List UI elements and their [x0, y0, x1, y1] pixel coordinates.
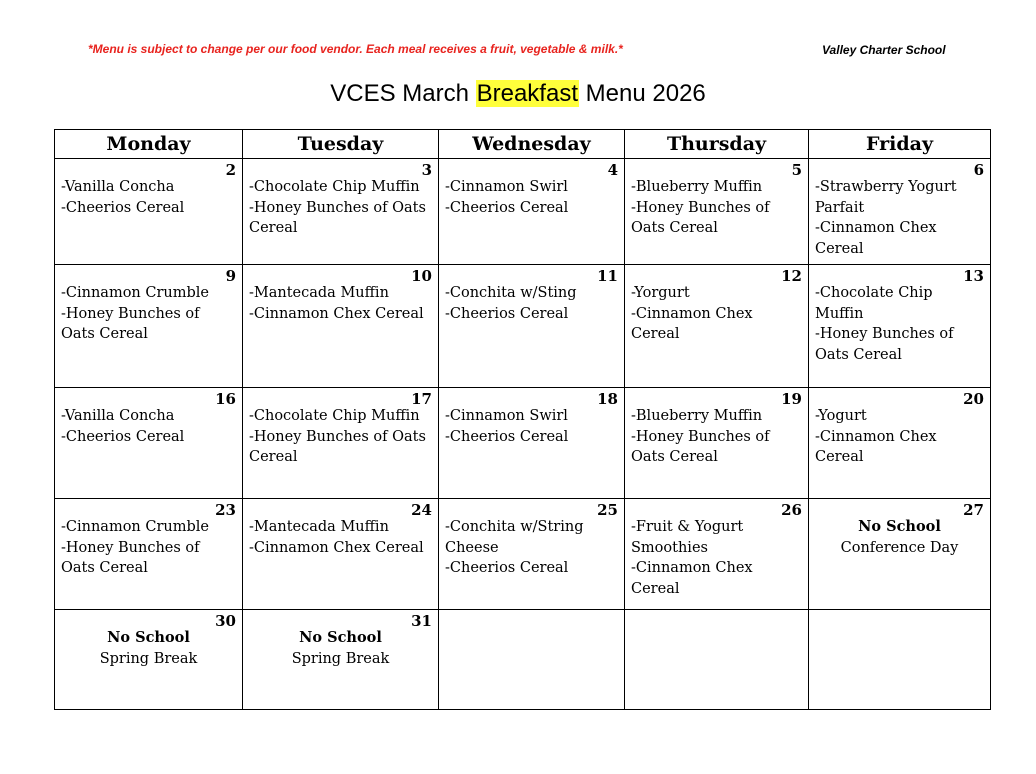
- menu-item: -Conchita w/Sting: [445, 285, 577, 301]
- day-cell: [809, 265, 991, 388]
- menu-item: -Strawberry Yogurt Parfait: [815, 179, 957, 216]
- day-cell: [439, 499, 625, 610]
- title-suffix: Menu 2026: [579, 80, 706, 107]
- no-school-reason: Conference Day: [840, 539, 959, 556]
- weekday-header: Wednesday: [439, 130, 625, 159]
- day-number: 30: [215, 612, 236, 630]
- day-number: 25: [597, 501, 618, 519]
- weekday-header: Friday: [809, 130, 991, 159]
- menu-item: -Vanilla Concha: [61, 408, 175, 424]
- menu-item: -Cinnamon Chex Cereal: [249, 539, 424, 556]
- day-cell: [55, 159, 243, 265]
- menu-item: -Honey Bunches of Oats Cereal: [249, 199, 426, 236]
- day-cell: [243, 265, 439, 388]
- weekday-header: Thursday: [625, 130, 809, 159]
- menu-item: -Cheerios Cereal: [445, 560, 569, 576]
- menu-item: -Cheerios Cereal: [445, 305, 569, 322]
- menu-disclaimer-note: *Menu is subject to change per our food vendor. Each meal receives a fruit, vegetable & milk.*: [88, 42, 623, 56]
- no-school-reason: Spring Break: [99, 650, 198, 667]
- day-cell: [625, 265, 809, 388]
- day-number: 23: [215, 501, 236, 519]
- weekday-header: Monday: [55, 130, 243, 159]
- title-prefix: VCES March: [330, 80, 476, 107]
- week-row: [55, 499, 991, 610]
- menu-item: -Honey Bunches of Oats Cereal: [815, 326, 954, 363]
- day-cell: [243, 159, 439, 265]
- menu-item: -Vanilla Concha: [61, 179, 175, 195]
- day-cell: [243, 388, 439, 499]
- menu-item: -Fruit & Yogurt Smoothies: [631, 519, 744, 556]
- menu-item: -Honey Bunches of Oats Cereal: [61, 539, 200, 576]
- weekday-header-row: [55, 130, 991, 159]
- day-number: 24: [411, 501, 432, 519]
- day-cell: [625, 159, 809, 265]
- day-number: 11: [597, 267, 618, 285]
- menu-item: -Chocolate Chip Muffin: [249, 408, 420, 424]
- menu-item: -Cinnamon Crumble: [61, 519, 209, 535]
- day-cell: [809, 499, 991, 610]
- day-number: 27: [963, 501, 984, 519]
- week-row: [55, 159, 991, 265]
- menu-item: -Honey Bunches of Oats Cereal: [249, 428, 426, 465]
- menu-item: -Yorgurt: [631, 285, 690, 301]
- menu-item: -Mantecada Muffin: [249, 519, 389, 535]
- menu-item: -Cinnamon Chex Cereal: [815, 220, 937, 257]
- day-number: 16: [215, 390, 236, 408]
- day-number: 10: [411, 267, 432, 285]
- day-number: 17: [411, 390, 432, 408]
- empty-day-cell: [439, 610, 625, 710]
- day-cell: [809, 388, 991, 499]
- menu-item: -Mantecada Muffin: [249, 285, 389, 301]
- week-row: [55, 610, 991, 710]
- menu-item: -Blueberry Muffin: [631, 408, 763, 424]
- day-number: 18: [597, 390, 618, 408]
- day-number: 20: [963, 390, 984, 408]
- day-cell: [55, 499, 243, 610]
- menu-item: -Cinnamon Crumble: [61, 285, 209, 301]
- menu-item: -Honey Bunches of Oats Cereal: [631, 199, 770, 236]
- menu-item: -Chocolate Chip Muffin: [249, 179, 420, 195]
- menu-item: -Yogurt: [815, 408, 867, 424]
- day-number: 12: [781, 267, 802, 285]
- day-cell: [243, 499, 439, 610]
- breakfast-calendar-table: [54, 129, 991, 710]
- day-cell: [55, 265, 243, 388]
- day-number: 13: [963, 267, 984, 285]
- title-highlight: Breakfast: [476, 80, 578, 107]
- no-school-notice: No School: [299, 629, 382, 646]
- day-cell: [439, 159, 625, 265]
- day-number: 31: [411, 612, 432, 630]
- no-school-reason: Spring Break: [291, 650, 390, 667]
- day-number: 26: [781, 501, 802, 519]
- school-name: Valley Charter School: [822, 43, 946, 57]
- menu-item: -Conchita w/String Cheese: [445, 519, 584, 556]
- day-number: 3: [421, 161, 432, 179]
- menu-item: -Honey Bunches of Oats Cereal: [61, 305, 200, 342]
- page-title: [0, 80, 1036, 108]
- menu-item: -Cinnamon Swirl: [445, 408, 568, 424]
- menu-item: -Chocolate Chip Muffin: [815, 285, 933, 322]
- day-cell: [55, 610, 243, 710]
- day-number: 6: [973, 161, 984, 179]
- menu-item: -Cheerios Cereal: [445, 199, 569, 216]
- week-row: [55, 265, 991, 388]
- day-cell: [625, 388, 809, 499]
- menu-item: -Cinnamon Chex Cereal: [815, 428, 937, 465]
- empty-day-cell: [625, 610, 809, 710]
- menu-item: -Blueberry Muffin: [631, 179, 763, 195]
- menu-item: -Cheerios Cereal: [445, 428, 569, 445]
- day-number: 4: [607, 161, 618, 179]
- day-number: 2: [225, 161, 236, 179]
- day-number: 19: [781, 390, 802, 408]
- menu-item: -Honey Bunches of Oats Cereal: [631, 428, 770, 465]
- week-row: [55, 388, 991, 499]
- menu-item: -Cheerios Cereal: [61, 428, 185, 445]
- menu-item: -Cinnamon Chex Cereal: [631, 560, 753, 597]
- day-cell: [55, 388, 243, 499]
- day-cell: [439, 388, 625, 499]
- no-school-notice: No School: [107, 629, 190, 646]
- empty-day-cell: [809, 610, 991, 710]
- menu-item: -Cinnamon Chex Cereal: [631, 305, 753, 342]
- menu-item: -Cheerios Cereal: [61, 199, 185, 216]
- no-school-notice: No School: [858, 518, 941, 535]
- day-cell: [243, 610, 439, 710]
- day-number: 9: [225, 267, 236, 285]
- menu-item: -Cinnamon Chex Cereal: [249, 305, 424, 322]
- day-number: 5: [791, 161, 802, 179]
- menu-item: -Cinnamon Swirl: [445, 179, 568, 195]
- day-cell: [809, 159, 991, 265]
- day-cell: [625, 499, 809, 610]
- weekday-header: Tuesday: [243, 130, 439, 159]
- day-cell: [439, 265, 625, 388]
